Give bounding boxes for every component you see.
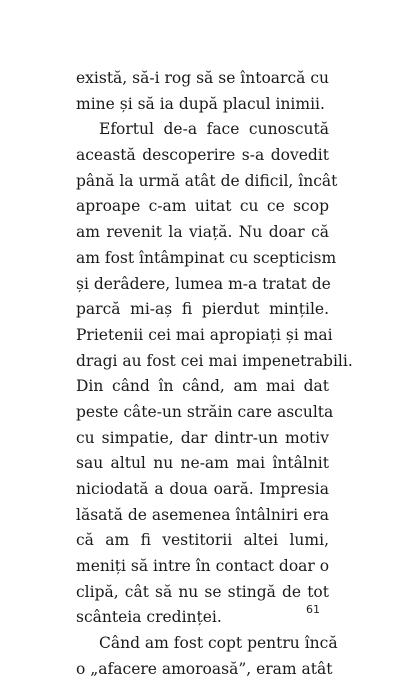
- text-line: și derâdere, lumea m-a tratat de: [76, 274, 331, 293]
- page-number: 61: [306, 603, 320, 616]
- text-line: că am fi vestitorii altei lumi,: [76, 531, 329, 550]
- text-line: meniți să intre în contact doar o: [76, 557, 330, 576]
- paragraph-start-line: Când am fost copt pentru încă: [99, 634, 338, 653]
- text-line: niciodată a doua oară. Impresia: [76, 480, 329, 498]
- paragraph-start-line: Efortul de-a face cunoscută: [99, 120, 329, 139]
- text-line: Prietenii cei mai apropiați și mai: [76, 325, 333, 344]
- text-line: parcă mi-aș fi pierdut mințile.: [76, 300, 329, 319]
- text-line: mine și să ia după placul inimii.: [76, 94, 325, 113]
- text-line: există, să-i rog să se întoarcă cu: [76, 69, 329, 87]
- text-line: sau altul nu ne-am mai întâlnit: [76, 454, 329, 473]
- body-text: [76, 66, 353, 683]
- text-line: această descoperire s-a dovedit: [76, 146, 329, 165]
- text-line: scânteia credinței.: [76, 608, 222, 627]
- text-line: cu simpatie, dar dintr-un motiv: [76, 428, 329, 447]
- text-line: am revenit la viață. Nu doar că: [76, 223, 329, 242]
- text-line: clipă, cât să nu se stingă de tot: [76, 582, 329, 601]
- text-line: Din când în când, am mai dat: [76, 377, 329, 396]
- text-line: până la urmă atât de dificil, încât: [76, 171, 338, 190]
- text-line: aproape c-am uitat cu ce scop: [76, 197, 329, 216]
- text-line: dragi au fost cei mai impenetrabili.: [76, 351, 353, 370]
- text-line: am fost întâmpinat cu scepticism: [76, 248, 337, 267]
- text-line: o „afacere amoroasă”, eram atât: [76, 659, 333, 678]
- text-line: lăsată de asemenea întâlniri era: [76, 505, 329, 524]
- text-line: peste câte-un străin care asculta: [76, 402, 334, 421]
